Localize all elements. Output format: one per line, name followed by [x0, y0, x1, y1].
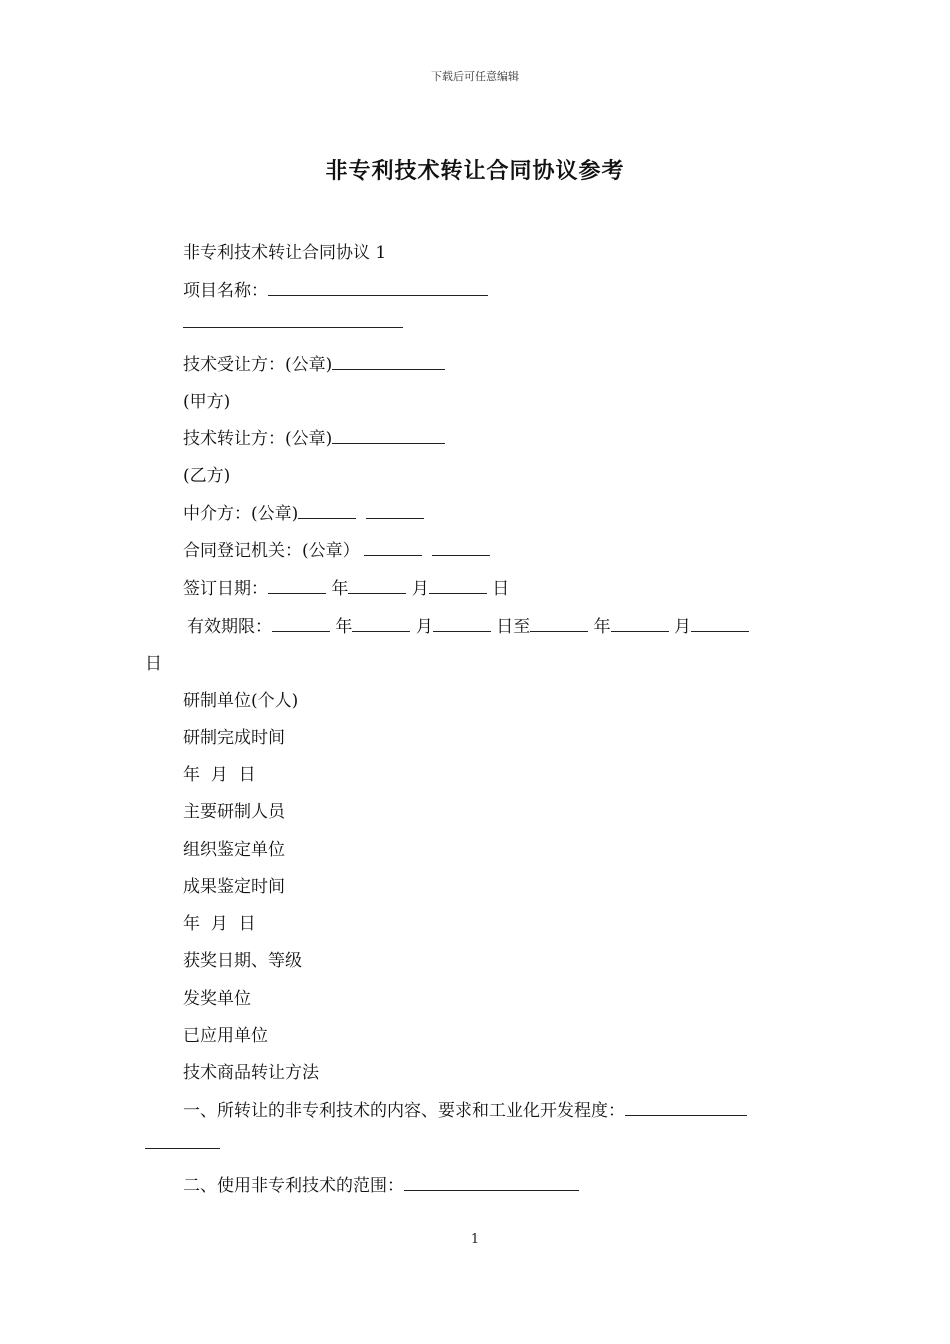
validity-period-line: 有效期限： 年 月 日至 年 月	[187, 612, 749, 637]
award-date-level: 获奖日期、等级	[183, 951, 302, 971]
registration-authority-line: 合同登记机关：(公章）	[183, 536, 490, 561]
clause-1-continuation	[145, 1134, 220, 1154]
transfer-method: 技术商品转让方法	[183, 1063, 319, 1083]
award-unit: 发奖单位	[183, 989, 251, 1009]
appraisal-time: 成果鉴定时间	[183, 877, 285, 897]
header-note: 下载后可任意编辑	[431, 70, 519, 83]
project-name-continuation	[183, 313, 403, 333]
transferor-line: 技术转让方：(公章)	[183, 424, 445, 449]
transferor-blank	[332, 429, 445, 444]
clause-1: 一、所转让的非专利技术的内容、要求和工业化开发程度：	[183, 1096, 747, 1121]
transferee-line: 技术受让方：(公章)	[183, 350, 445, 375]
section-heading: 非专利技术转让合同协议 1	[183, 243, 387, 263]
transferee-blank	[332, 355, 445, 370]
intermediary-line: 中介方：(公章)	[183, 499, 424, 524]
party-a-label: (甲方)	[183, 392, 231, 412]
development-completion-time: 研制完成时间	[183, 728, 285, 748]
date-placeholder-2: 年 月 日	[183, 914, 256, 934]
document-title: 非专利技术转让合同协议参考	[325, 158, 625, 184]
appraisal-organizer: 组织鉴定单位	[183, 840, 285, 860]
main-developers: 主要研制人员	[183, 802, 285, 822]
clause-2: 二、使用非专利技术的范围：	[183, 1171, 579, 1196]
project-name-line: 项目名称：	[183, 276, 488, 301]
party-b-label: (乙方)	[183, 466, 231, 486]
page-number: 1	[470, 1232, 480, 1247]
validity-period-end: 日	[145, 654, 162, 674]
project-name-blank-2	[183, 313, 403, 328]
development-unit: 研制单位(个人)	[183, 691, 299, 711]
applied-units: 已应用单位	[183, 1026, 268, 1046]
project-name-blank	[268, 281, 488, 296]
signing-date-line: 签订日期： 年 月 日	[183, 579, 510, 599]
date-placeholder: 年 月 日	[183, 765, 256, 785]
